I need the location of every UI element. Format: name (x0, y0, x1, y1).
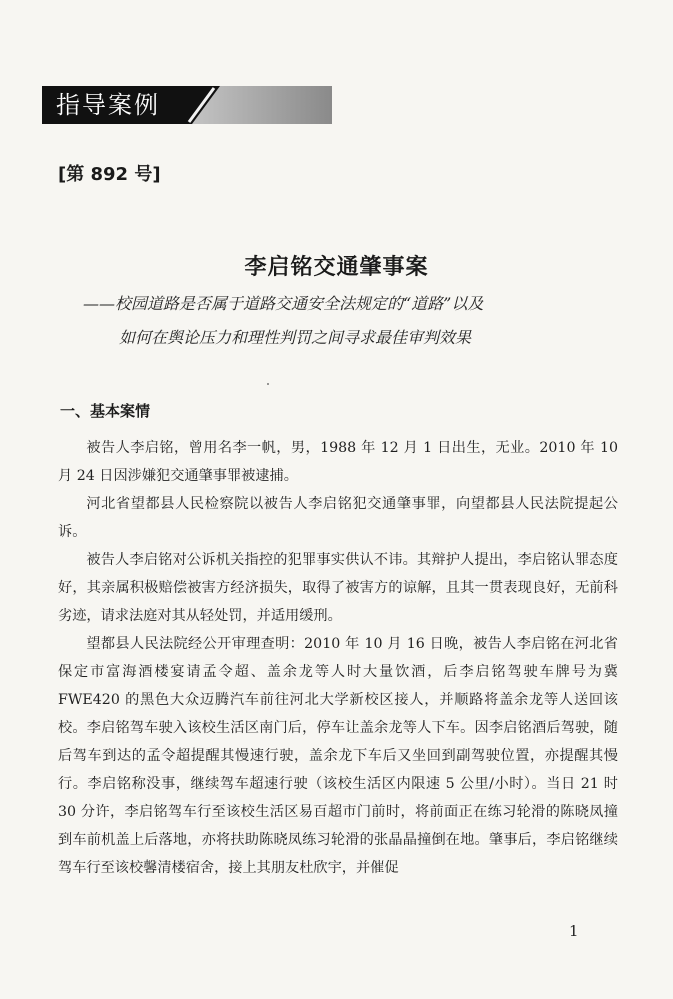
section-heading: 一、基本案情 (60, 402, 151, 420)
banner-label: 指导案例 (56, 91, 160, 119)
body-text (58, 434, 618, 882)
paragraph: 望都县人民法院经公开审理查明：2010 年 10 月 16 日晚，被告人李启铭在河北省保定市富海酒楼宴请孟令超、盖余龙等人时大量饮酒，后李启铭驾驶车牌号为冀 FWE420 的黑色大众迈腾汽车前往河北大学新校区接人，并顺路将盖余龙等人送回该校。李启铭驾车驶入该校生活区南门后，停车让盖余龙等人下车。因李启铭酒后驾驶，随后驾车到达的孟令超提醒其慢速行驶，盖余龙下车后又坐回到副驾驶位置，亦提醒其慢行。李启铭称没事，继续驾车超速行驶（该校生活区内限速 5 公里/小时）。当日 21 时 30 分许，李启铭驾车行至该校生活区易百超市门前时，将前面正在练习轮滑的陈晓凤撞到车前机盖上后落地，亦将扶助陈晓凤练习轮滑的张晶晶撞倒在地。肇事后，李启铭继续驾车行至该校馨清楼宿舍，接上其朋友杜欣宇，并催促 (58, 636, 618, 876)
section-banner (42, 86, 332, 124)
paragraph: 河北省望都县人民检察院以被告人李启铭犯交通肇事罪，向望都县人民法院提起公诉。 (58, 496, 618, 540)
paragraph: 被告人李启铭，曾用名李一帆，男，1988 年 12 月 1 日出生，无业。2010 年 10 月 24 日因涉嫌犯交通肇事罪被逮捕。 (58, 440, 618, 484)
print-speck (267, 383, 269, 385)
page-number: 1 (569, 922, 579, 940)
subtitle-line-2: 如何在舆论压力和理性判罚之间寻求最佳审判效果 (119, 328, 472, 347)
page-title: 李启铭交通肇事案 (244, 254, 429, 280)
paragraph: 被告人李启铭对公诉机关指控的犯罪事实供认不讳。其辩护人提出，李启铭认罪态度好，其亲属积极赔偿被害方经济损失，取得了被害方的谅解，且其一贯表现良好，无前科劣迹，请求法庭对其从轻处罚，并适用缓刑。 (58, 552, 618, 624)
case-number: [第 892 号] (58, 164, 161, 185)
subtitle-line-1: ——校园道路是否属于道路交通安全法规定的“道路”以及 (83, 294, 484, 313)
